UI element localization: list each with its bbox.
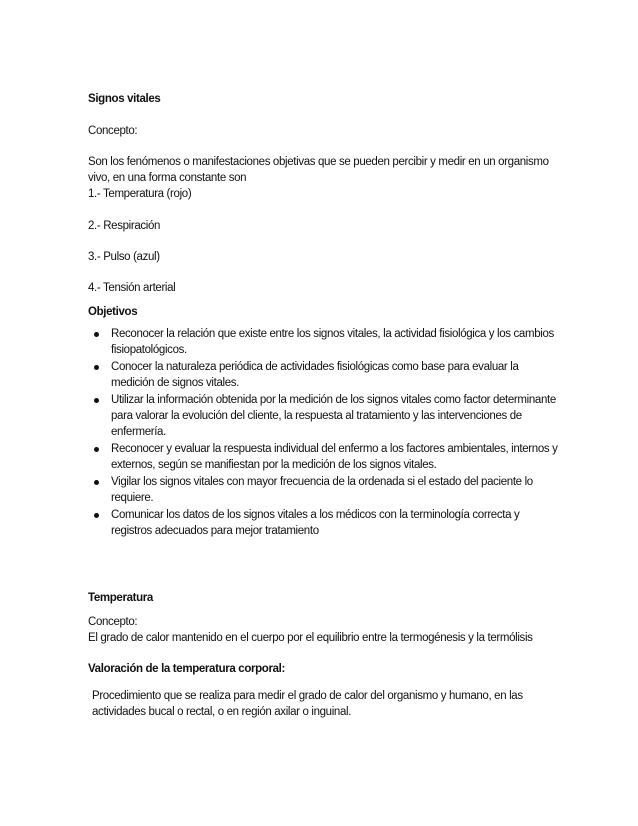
vital-sign-item: 4.- Tensión arterial	[88, 282, 176, 294]
temperature-definition: El grado de calor mantenido en el cuerpo por el equilibrio entre la termogénesis y la termólisis	[88, 632, 533, 644]
vital-sign-item: 3.- Pulso (azul)	[88, 251, 160, 263]
vital-sign-item: 1.- Temperatura (rojo)	[88, 188, 192, 200]
objective-text: Reconocer y evaluar la respuesta individual del enfermo a los factores ambientales, internos y externos, según se manifiestan por la medición de los signos vitales.	[111, 443, 558, 471]
bullet-icon	[94, 447, 99, 452]
objectives-list	[88, 326, 558, 540]
objective-text: Comunicar los datos de los signos vitales a los médicos con la terminología correcta y registros adecuados para mejor tratamiento	[111, 509, 520, 537]
temperature-concept-label: Concepto:	[88, 616, 138, 628]
objective-text: Reconocer la relación que existe entre los signos vitales, la actividad fisiológica y los cambios fisiopatológicos.	[111, 328, 554, 356]
assessment-heading: Valoración de la temperatura corporal:	[88, 663, 285, 675]
assessment-text: Procedimiento que se realiza para medir el grado de calor del organismo y humano, en las actividades bucal o rectal, o en región axilar o inguinal.	[92, 690, 523, 718]
bullet-icon	[94, 513, 99, 518]
bullet-icon	[94, 365, 99, 370]
definition-paragraph: Son los fenómenos o manifestaciones objetivas que se pueden percibir y medir en un organismo vivo, en una forma constante son	[88, 156, 549, 184]
list-item	[88, 441, 558, 473]
bullet-icon	[94, 332, 99, 337]
concept-label: Concepto:	[88, 125, 138, 137]
objective-text: Utilizar la información obtenida por la medición de los signos vitales como factor determinante para valorar la evolución del cliente, la respuesta al tratamiento y las intervenciones de enfermería.	[111, 394, 556, 438]
list-item	[88, 507, 558, 539]
list-item	[88, 392, 558, 440]
bullet-icon	[94, 480, 99, 485]
list-item	[88, 474, 558, 506]
temperature-heading: Temperatura	[88, 592, 153, 604]
vital-sign-item: 2.- Respiración	[88, 220, 161, 232]
objectives-heading: Objetivos	[88, 306, 138, 318]
objective-text: Conocer la naturaleza periódica de actividades fisiológicas como base para evaluar la medición de signos vitales.	[111, 361, 519, 389]
list-item	[88, 326, 558, 358]
document-title: Signos vitales	[88, 93, 161, 105]
list-item	[88, 359, 558, 391]
objective-text: Vigilar los signos vitales con mayor frecuencia de la ordenada si el estado del paciente lo requiere.	[111, 476, 533, 504]
bullet-icon	[94, 398, 99, 403]
